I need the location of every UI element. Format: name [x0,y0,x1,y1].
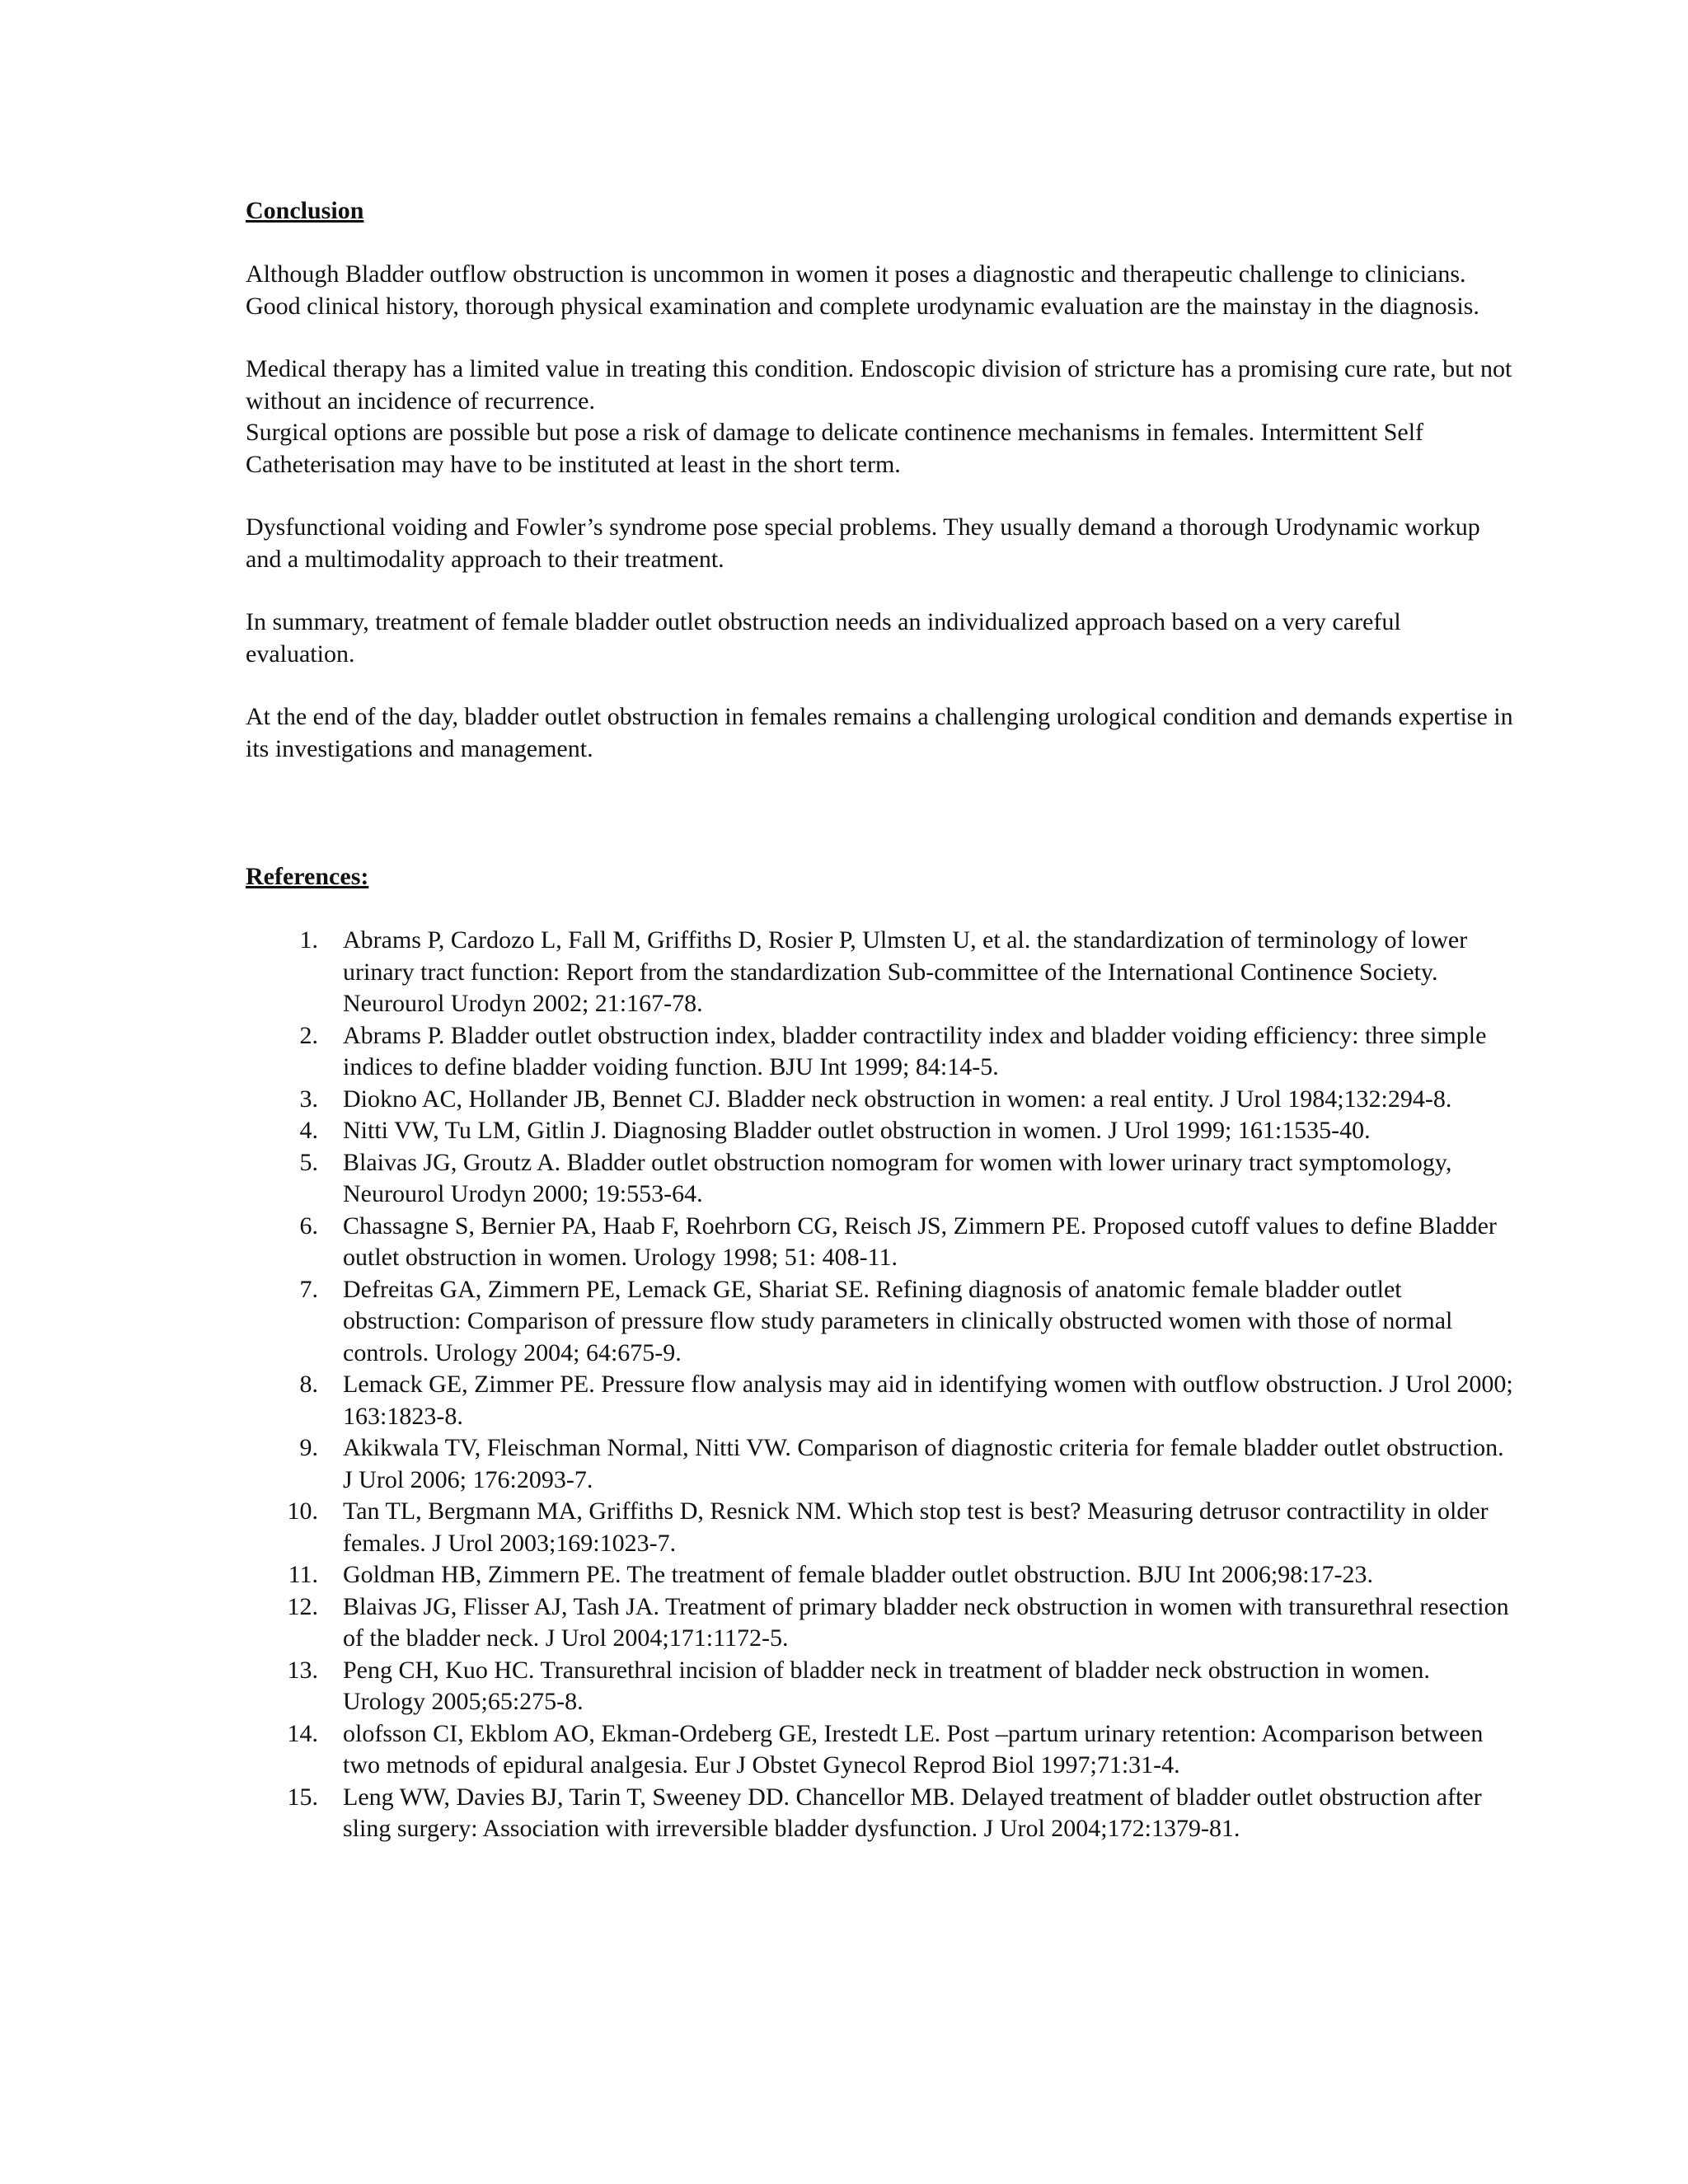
reference-text: Lemack GE, Zimmer PE. Pressure flow analysis may aid in identifying women with outflow obstruction. J Urol 2000; 163:1823-8. [343,1371,1513,1430]
spacer [246,480,1515,512]
reference-item [246,1369,1515,1432]
reference-number: 9. [299,1434,318,1461]
reference-text: Blaivas JG, Flisser AJ, Tash JA. Treatment of primary bladder neck obstruction in women with transurethral resection of the bladder neck. J Urol 2004;171:1172-5. [343,1592,1509,1652]
section-spacer [246,765,1515,860]
reference-number: 8. [299,1371,318,1398]
reference-item [246,1115,1515,1147]
reference-text: Blaivas JG, Groutz A. Bladder outlet obstruction nomogram for women with lower urinary tract symptomology, Neurourol Urodyn 2000; 19:553-64. [343,1148,1452,1207]
conclusion-paragraph: Surgical options are possible but pose a risk of damage to delicate continence mechanisms in females. Intermittent Self Catheterisation may have to be instituted at least in the short term. [246,419,1424,478]
reference-number: 6. [299,1212,318,1240]
reference-text: Defreitas GA, Zimmern PE, Lemack GE, Shariat SE. Refining diagnosis of anatomic female bladder outlet obstruction: Comparison of pressure flow study parameters in clinically obstructed women with those of normal controls. Urology 2004; 64:675-9. [343,1275,1453,1366]
reference-number: 4. [299,1117,318,1144]
reference-text: Diokno AC, Hollander JB, Bennet CJ. Bladder neck obstruction in women: a real entity. J Urol 1984;132:294-8. [343,1085,1452,1113]
conclusion-paragraph: In summary, treatment of female bladder outlet obstruction needs an individualized approach based on a very careful evaluation. [246,608,1401,668]
reference-item [246,1274,1515,1370]
reference-item [246,1591,1515,1655]
reference-number: 5. [299,1148,318,1176]
spacer [246,227,1515,259]
conclusion-heading: Conclusion [246,197,364,224]
conclusion-paragraph: Medical therapy has a limited value in treating this condition. Endoscopic division of stricture has a promising cure rate, but not without an incidence of recurrence. [246,355,1512,415]
conclusion-paragraph: Although Bladder outflow obstruction is uncommon in women it poses a diagnostic and therapeutic challenge to clinicians. Good clinical history, thorough physical examination and complete urodynamic evaluation are the mainstay in the diagnosis. [246,260,1479,320]
reference-item [246,1020,1515,1084]
reference-item [246,925,1515,1020]
conclusion-paragraph: At the end of the day, bladder outlet obstruction in females remains a challenging urological condition and demands expertise in its investigations and management. [246,703,1513,762]
reference-text: Tan TL, Bergmann MA, Griffiths D, Resnick NM. Which stop test is best? Measuring detrusor contractility in older females. J Urol 2003;169:1023-7. [343,1497,1489,1557]
spacer [246,670,1515,701]
reference-number: 12. [287,1592,318,1620]
references-list [246,925,1515,1845]
reference-item [246,1782,1515,1845]
reference-item [246,1147,1515,1211]
reference-item [246,1655,1515,1718]
reference-text: Abrams P, Cardozo L, Fall M, Griffiths D, Rosier P, Ulmsten U, et al. the standardization of terminology of lower urinary tract function: Report from the standardization Sub-committee of the International Continence Society. Neurourol Urodyn 2002; 21:167-78. [343,926,1468,1017]
reference-item [246,1559,1515,1591]
reference-text: olofsson CI, Ekblom AO, Ekman-Ordeberg GE, Irestedt LE. Post –partum urinary retention: Acomparison between two metnods of epidural analgesia. Eur J Obstet Gynecol Reprod Biol 1997;71:31-4. [343,1719,1484,1779]
reference-number: 11. [288,1561,318,1588]
conclusion-paragraph: Dysfunctional voiding and Fowler’s syndrome pose special problems. They usually demand a thorough Urodynamic workup and a multimodality approach to their treatment. [246,513,1480,573]
reference-text: Akikwala TV, Fleischman Normal, Nitti VW. Comparison of diagnostic criteria for female bladder outlet obstruction. J Urol 2006; 176:2093-7. [343,1434,1504,1493]
reference-number: 1. [299,926,318,954]
conclusion-section [246,194,1515,765]
reference-number: 10. [287,1497,318,1525]
reference-number: 14. [287,1719,318,1747]
reference-number: 15. [287,1783,318,1811]
reference-number: 7. [299,1275,318,1303]
document-page [246,194,1515,1845]
reference-item [246,1496,1515,1559]
reference-number: 3. [299,1085,318,1113]
spacer [246,893,1515,925]
reference-item [246,1211,1515,1274]
references-heading: References: [246,863,369,890]
reference-text: Nitti VW, Tu LM, Gitlin J. Diagnosing Bladder outlet obstruction in women. J Urol 1999; 161:1535-40. [343,1117,1371,1144]
reference-text: Chassagne S, Bernier PA, Haab F, Roehrborn CG, Reisch JS, Zimmern PE. Proposed cutoff values to define Bladder outlet obstruction in women. Urology 1998; 51: 408-11. [343,1212,1497,1271]
spacer [246,575,1515,607]
reference-text: Abrams P. Bladder outlet obstruction index, bladder contractility index and bladder voiding efficiency: three simple indices to define bladder voiding function. BJU Int 1999; 84:14-5. [343,1021,1487,1080]
reference-item [246,1084,1515,1116]
reference-number: 13. [287,1656,318,1684]
reference-item [246,1432,1515,1496]
reference-text: Leng WW, Davies BJ, Tarin T, Sweeney DD. Chancellor MB. Delayed treatment of bladder outlet obstruction after sling surgery: Association with irreversible bladder dysfunction. J Urol 2004;172:1379-81. [343,1783,1482,1842]
references-section [246,860,1515,1845]
reference-text: Peng CH, Kuo HC. Transurethral incision of bladder neck in treatment of bladder neck obstruction in women. Urology 2005;65:275-8. [343,1656,1430,1715]
spacer [246,322,1515,354]
reference-number: 2. [299,1021,318,1049]
reference-text: Goldman HB, Zimmern PE. The treatment of female bladder outlet obstruction. BJU Int 2006;98:17-23. [343,1561,1374,1588]
reference-item [246,1718,1515,1782]
